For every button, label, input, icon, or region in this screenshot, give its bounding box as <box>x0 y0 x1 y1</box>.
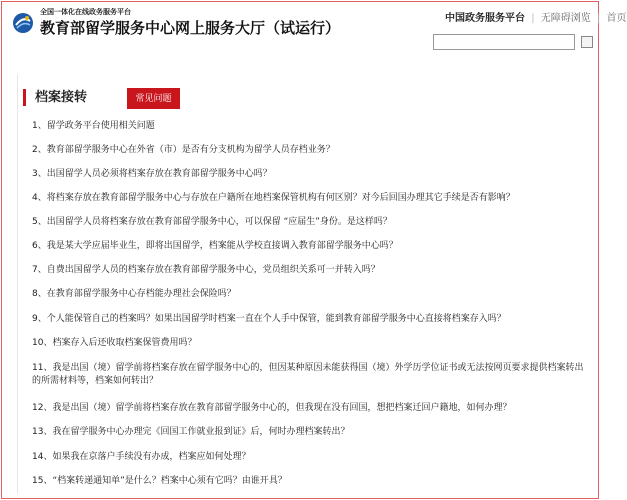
question-link[interactable]: 11、我是出国（境）留学前将档案存放在留学服务中心的，但因某种原因未能获得国（境）外学历学位证书或无法按网页要求提供档案转出的所需材料等，档案如何转出？ <box>32 363 584 386</box>
gov-platform-link[interactable]: 中国政务服务平台 <box>445 13 525 24</box>
question-item <box>32 264 592 277</box>
home-link[interactable]: 首页 <box>606 13 627 24</box>
question-item <box>32 475 592 488</box>
site-title: 教育部留学服务中心网上服务大厅（试运行） <box>40 19 341 37</box>
question-link[interactable]: 9、个人能保管自己的档案吗？如果出国留学时档案一直在个人手中保管，能到教育部留学服务中心直接将档案存入吗？ <box>32 314 506 324</box>
platform-subtitle: 全国一体化在线政务服务平台 <box>40 8 131 16</box>
question-item <box>32 168 592 181</box>
question-item <box>32 288 592 301</box>
question-link[interactable]: 3、出国留学人员必须将档案存放在教育部留学服务中心吗？ <box>32 169 272 179</box>
question-item <box>32 313 592 326</box>
question-item <box>32 240 592 253</box>
question-link[interactable]: 13、我在留学服务中心办理完《回国工作就业报到证》后，何时办理档案转出？ <box>32 427 350 437</box>
question-item <box>32 451 592 464</box>
question-link[interactable]: 4、将档案存放在教育部留学服务中心与存放在户籍所在地档案保管机构有何区别？对今后回国办理其它手续是否有影响？ <box>32 193 515 203</box>
question-item <box>32 402 592 415</box>
search-input[interactable] <box>433 34 575 50</box>
question-link[interactable]: 8、在教育部留学服务中心存档能办理社会保险吗？ <box>32 289 236 299</box>
question-link[interactable]: 7、自费出国留学人员的档案存放在教育部留学服务中心，党员组织关系可一并转入吗？ <box>32 265 380 275</box>
question-link[interactable]: 12、我是出国（境）留学前将档案存放在教育部留学服务中心的，但我现在没有回国，想把档案迁回户籍地，如何办理？ <box>32 403 512 413</box>
divider: | <box>531 13 535 24</box>
question-item <box>32 426 592 439</box>
question-item <box>32 192 592 205</box>
question-link[interactable]: 1、留学政务平台使用相关问题 <box>32 121 155 131</box>
divider: | <box>596 13 601 24</box>
question-item <box>32 337 592 350</box>
question-link[interactable]: 2、教育部留学服务中心在外省（市）是否有分支机构为留学人员存档业务？ <box>32 145 335 155</box>
question-item <box>32 216 592 229</box>
question-link[interactable]: 10、档案存入后还收取档案保管费用吗？ <box>32 338 197 348</box>
title-marker <box>23 89 26 106</box>
divider <box>17 74 18 494</box>
page-title: 档案接转 <box>35 90 88 105</box>
question-link[interactable]: 5、出国留学人员将档案存放在教育部留学服务中心，可以保留 “应届生”身份。是这样吗？ <box>32 217 392 227</box>
search-button[interactable] <box>581 36 593 48</box>
top-links <box>445 9 627 24</box>
question-link[interactable]: 14、如果我在京落户手续没有办成，档案应如何处理？ <box>32 452 251 462</box>
question-link[interactable]: 6、我是某大学应届毕业生，即将出国留学，档案能从学校直接调入教育部留学服务中心吗？ <box>32 241 398 251</box>
question-link[interactable]: 15、“档案转递通知单”是什么？档案中心须有它吗？由谁开具？ <box>32 476 287 486</box>
question-item <box>32 120 592 133</box>
site-logo[interactable] <box>12 8 340 38</box>
question-item <box>32 144 592 157</box>
faq-button[interactable]: 常见问题 <box>127 88 180 109</box>
search-box <box>433 34 593 50</box>
emblem-icon <box>12 12 34 34</box>
question-item <box>32 362 592 388</box>
accessible-link[interactable]: 无障碍浏览 <box>540 13 591 24</box>
site-header <box>0 0 627 70</box>
